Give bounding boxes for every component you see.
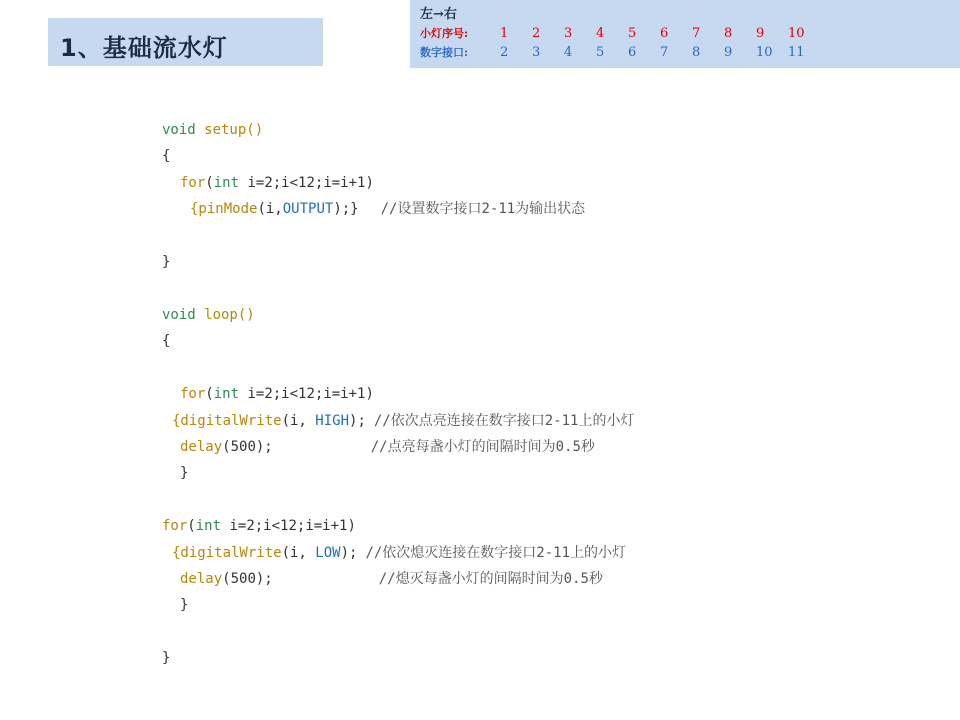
pin-number: 11 xyxy=(788,45,805,60)
led-number: 9 xyxy=(756,26,765,41)
led-pin-mapping-table xyxy=(410,0,960,68)
code-text: i=2;i<12;i=i+1) xyxy=(239,386,374,402)
delay-statement xyxy=(180,437,595,457)
function-name: setup() xyxy=(195,122,264,138)
brace: } xyxy=(180,597,189,613)
digitalwrite-low-statement xyxy=(172,543,626,563)
pin-number: 9 xyxy=(724,45,733,60)
pin-number-row xyxy=(420,43,960,62)
led-number: 2 xyxy=(532,26,541,41)
function-name: {pinMode xyxy=(190,201,258,217)
constant: LOW xyxy=(315,545,341,561)
pinmode-statement xyxy=(190,199,585,219)
keyword: for xyxy=(180,386,206,402)
function-name: {digitalWrite xyxy=(172,413,282,429)
keyword: int xyxy=(195,518,222,534)
keyword: int xyxy=(213,386,240,402)
brace: { xyxy=(162,148,171,164)
setup-signature xyxy=(162,120,263,140)
keyword: int xyxy=(213,175,240,191)
pin-number: 10 xyxy=(756,45,773,60)
code-text: (500); xyxy=(222,571,273,587)
brace: { xyxy=(162,333,171,349)
pin-number-label: 数字接口: xyxy=(420,46,469,59)
keyword: for xyxy=(180,175,206,191)
code-text: (i, xyxy=(281,413,316,429)
constant: HIGH xyxy=(315,413,350,429)
pin-number: 8 xyxy=(692,45,701,60)
led-number: 10 xyxy=(788,26,805,41)
code-text: i=2;i<12;i=i+1) xyxy=(221,518,356,534)
keyword: void xyxy=(162,122,196,138)
led-number-row xyxy=(420,24,960,43)
pin-number: 3 xyxy=(532,45,541,60)
pin-number: 7 xyxy=(660,45,669,60)
code-text: (i, xyxy=(281,545,316,561)
pin-number: 2 xyxy=(500,45,509,60)
led-number-label: 小灯序号: xyxy=(420,27,469,40)
pin-number: 6 xyxy=(628,45,637,60)
pin-number: 4 xyxy=(564,45,573,60)
code-text: ( xyxy=(205,386,214,402)
led-number: 3 xyxy=(564,26,573,41)
code-comment: //设置数字接口2-11为输出状态 xyxy=(380,201,586,217)
brace: } xyxy=(162,650,171,666)
direction-label: 左→右 xyxy=(420,7,457,22)
function-name: delay xyxy=(180,571,223,587)
delay-statement xyxy=(180,569,603,589)
led-number: 8 xyxy=(724,26,733,41)
keyword: void xyxy=(162,307,196,323)
led-number: 4 xyxy=(596,26,605,41)
for-statement xyxy=(180,384,374,404)
led-number: 7 xyxy=(692,26,701,41)
led-number: 6 xyxy=(660,26,669,41)
loop-signature xyxy=(162,305,255,325)
for-statement xyxy=(180,173,374,193)
code-text: (i, xyxy=(257,201,283,217)
function-name: delay xyxy=(180,439,223,455)
code-text: i=2;i<12;i=i+1) xyxy=(239,175,374,191)
code-comment: //依次熄灭连接在数字接口2-11上的小灯 xyxy=(365,545,627,561)
pin-number: 5 xyxy=(596,45,605,60)
function-name: {digitalWrite xyxy=(172,545,282,561)
slide-title: 1、基础流水灯 xyxy=(48,18,323,66)
code-comment: //熄灭每盏小灯的间隔时间为0.5秒 xyxy=(378,571,603,587)
function-name: loop() xyxy=(195,307,255,323)
led-number: 5 xyxy=(628,26,637,41)
brace: } xyxy=(180,465,189,481)
code-text: (500); xyxy=(222,439,273,455)
brace: } xyxy=(162,254,171,270)
code-text: ( xyxy=(205,175,214,191)
code-text: ); xyxy=(340,545,358,561)
for-statement xyxy=(162,516,356,536)
keyword: for xyxy=(162,518,188,534)
led-number: 1 xyxy=(500,26,509,41)
code-text: ( xyxy=(187,518,196,534)
code-comment: //点亮每盏小灯的间隔时间为0.5秒 xyxy=(370,439,595,455)
constant: OUTPUT xyxy=(282,201,334,217)
digitalwrite-high-statement xyxy=(172,411,634,431)
code-text: );} xyxy=(333,201,359,217)
code-text: ); xyxy=(349,413,366,429)
code-comment: //依次点亮连接在数字接口2-11上的小灯 xyxy=(373,413,635,429)
